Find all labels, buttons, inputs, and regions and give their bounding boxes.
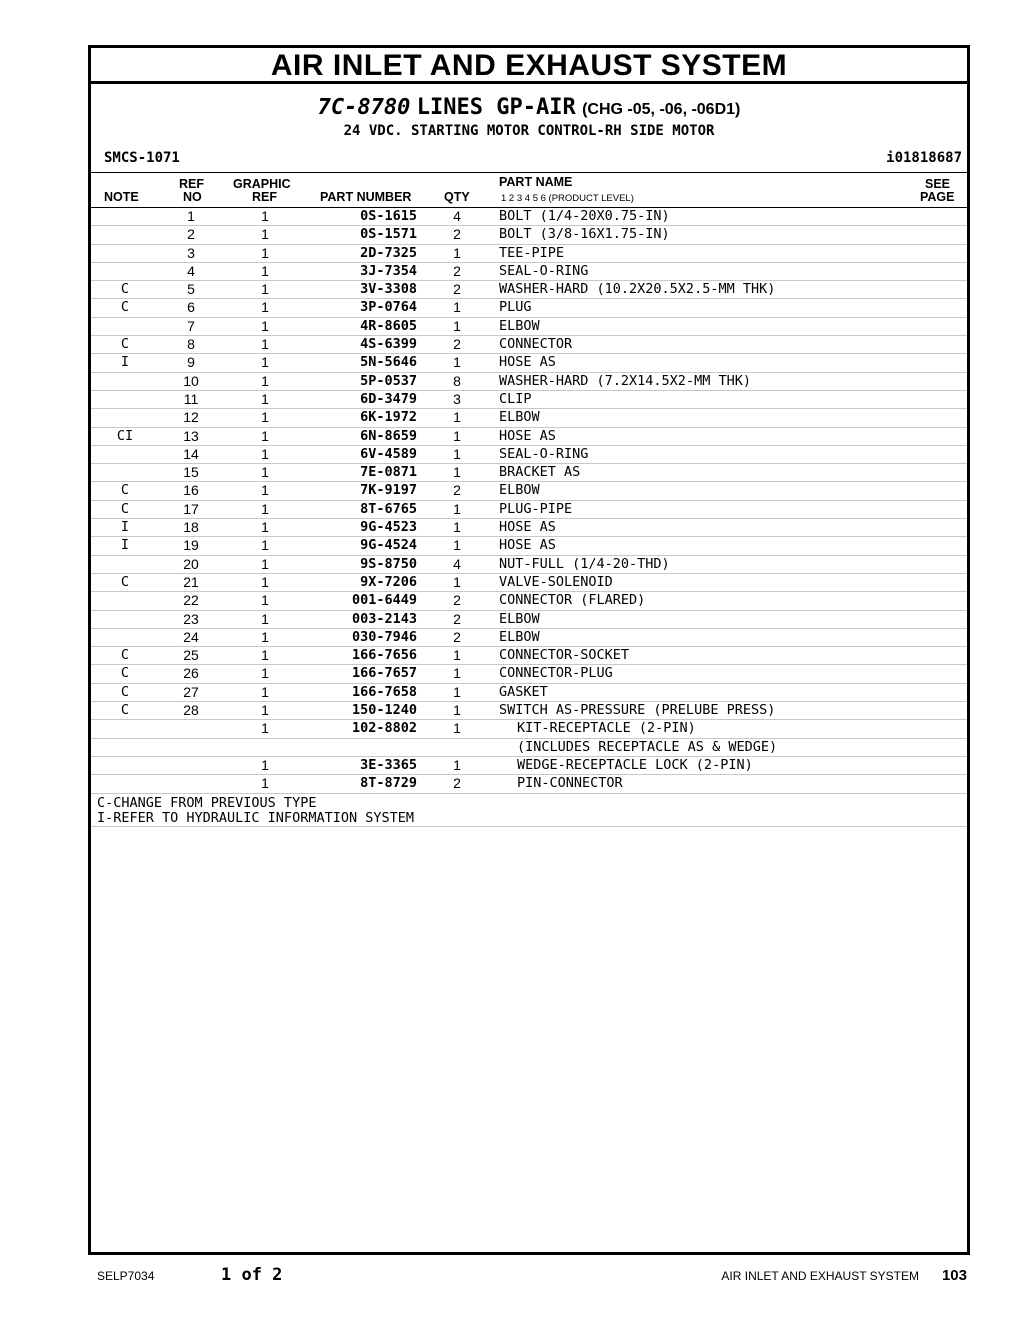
part-number-cell: 8T-8729 (360, 775, 417, 792)
part-number-cell: 3J-7354 (360, 262, 417, 279)
part-number-cell: 2D-7325 (360, 244, 417, 261)
part-name-cell: NUT-FULL (1/4-20-THD) (499, 555, 670, 572)
qty-cell: 2 (453, 775, 461, 792)
ref-no-cell: 11 (183, 390, 199, 407)
note-cell: CI (116, 427, 134, 444)
ref-no-cell: 10 (183, 372, 199, 389)
ref-no-cell: 8 (187, 336, 195, 353)
parts-list (91, 208, 967, 794)
qty-cell: 1 (453, 299, 461, 316)
graphic-ref-cell: 1 (261, 702, 269, 719)
ref-no-cell: 19 (183, 537, 199, 554)
graphic-ref-cell: 1 (261, 573, 269, 590)
part-number-cell: 3V-3308 (360, 281, 417, 298)
ref-no-cell: 22 (183, 592, 199, 609)
table-row (91, 519, 967, 537)
table-row (91, 556, 967, 574)
graphic-ref-cell: 1 (261, 555, 269, 572)
part-number-cell: 9G-4524 (360, 537, 417, 554)
part-name-cell: PIN-CONNECTOR (517, 775, 623, 792)
part-name-cell: ELBOW (499, 409, 540, 426)
table-row (91, 647, 967, 665)
qty-cell: 2 (453, 482, 461, 499)
header-product-level: 1 2 3 4 5 6 (PRODUCT LEVEL) (501, 193, 634, 204)
ref-no-cell: 9 (187, 354, 195, 371)
qty-cell: 1 (453, 647, 461, 664)
footer-section: AIR INLET AND EXHAUST SYSTEM (721, 1269, 919, 1283)
part-name-cell: HOSE AS (499, 354, 556, 371)
graphic-ref-cell: 1 (261, 299, 269, 316)
qty-cell: 1 (453, 354, 461, 371)
table-row (91, 354, 967, 372)
note-cell: C (120, 647, 130, 664)
ref-no-cell: 25 (183, 647, 199, 664)
footer-page-number: 103 (941, 1267, 967, 1284)
notes-divider (91, 826, 967, 827)
note-change: C-CHANGE FROM PREVIOUS TYPE (97, 795, 317, 811)
note-cell: I (120, 354, 130, 371)
table-row (91, 739, 967, 757)
table-row (91, 684, 967, 702)
ref-no-cell: 7 (187, 317, 195, 334)
group-description: 24 VDC. STARTING MOTOR CONTROL-RH SIDE MOTOR (343, 123, 715, 139)
table-row (91, 336, 967, 354)
part-number-cell: 166-7657 (351, 665, 417, 682)
qty-cell: 1 (453, 519, 461, 536)
table-row (91, 482, 967, 500)
header-graphic-2: REF (252, 190, 277, 204)
part-name-cell: HOSE AS (499, 519, 556, 536)
qty-cell: 2 (453, 336, 461, 353)
table-row (91, 537, 967, 555)
note-cell: C (120, 500, 130, 517)
table-row (91, 611, 967, 629)
ref-no-cell: 16 (183, 482, 199, 499)
table-row (91, 409, 967, 427)
part-number-cell: 003-2143 (351, 610, 417, 627)
graphic-ref-cell: 1 (261, 262, 269, 279)
ref-no-cell: 18 (183, 519, 199, 536)
part-name-cell: KIT-RECEPTACLE (2-PIN) (517, 720, 696, 737)
part-name-cell: PLUG-PIPE (499, 500, 573, 517)
graphic-ref-cell: 1 (261, 756, 269, 773)
ref-no-cell: 15 (183, 464, 199, 481)
table-row (91, 391, 967, 409)
part-number-cell: 5P-0537 (360, 372, 417, 389)
part-name-cell: SWITCH AS-PRESSURE (PRELUBE PRESS) (499, 702, 776, 719)
note-cell: C (120, 683, 130, 700)
qty-cell: 1 (453, 720, 461, 737)
qty-cell: 2 (453, 226, 461, 243)
ref-no-cell: 12 (183, 409, 199, 426)
table-row (91, 464, 967, 482)
part-number-cell: 3E-3365 (360, 756, 417, 773)
part-name-cell: VALVE-SOLENOID (499, 573, 613, 590)
table-row (91, 428, 967, 446)
qty-cell: 1 (453, 573, 461, 590)
qty-cell: 4 (453, 555, 461, 572)
table-row (91, 281, 967, 299)
qty-cell: 2 (453, 628, 461, 645)
part-number-cell: 030-7946 (351, 628, 417, 645)
table-row (91, 775, 967, 793)
header-part-number: PART NUMBER (320, 190, 412, 204)
part-name-cell: ELBOW (499, 610, 540, 627)
group-part-number: 7C-8780 (317, 95, 411, 120)
qty-cell: 1 (453, 756, 461, 773)
qty-cell: 4 (453, 208, 461, 224)
qty-cell: 2 (453, 262, 461, 279)
ref-no-cell: 2 (187, 226, 195, 243)
header-graphic-1: GRAPHIC (233, 177, 291, 191)
group-change-note: (CHG -05, -06, -06D1) (582, 101, 741, 118)
graphic-ref-cell: 1 (261, 281, 269, 298)
part-number-cell: 9X-7206 (360, 573, 417, 590)
illustration-id: i01818687 (886, 150, 962, 166)
note-cell: C (120, 336, 130, 353)
ref-no-cell: 28 (183, 702, 199, 719)
graphic-ref-cell: 1 (261, 208, 269, 224)
header-ref-2: NO (183, 190, 202, 204)
part-name-cell: WASHER-HARD (10.2X20.5X2.5-MM THK) (499, 281, 776, 298)
ref-no-cell: 13 (183, 427, 199, 444)
graphic-ref-cell: 1 (261, 372, 269, 389)
part-number-cell: 7K-9197 (360, 482, 417, 499)
table-row (91, 702, 967, 720)
graphic-ref-cell: 1 (261, 720, 269, 737)
part-name-cell: (INCLUDES RECEPTACLE AS & WEDGE) (517, 738, 778, 755)
qty-cell: 1 (453, 702, 461, 719)
part-number-cell: 6N-8659 (360, 427, 417, 444)
header-see-2: PAGE (920, 190, 955, 204)
table-row (91, 665, 967, 683)
part-name-cell: BOLT (1/4-20X0.75-IN) (499, 208, 670, 224)
parts-page-frame (88, 45, 970, 1255)
part-number-cell: 4R-8605 (360, 317, 417, 334)
note-cell: C (120, 299, 130, 316)
table-row (91, 629, 967, 647)
qty-cell: 1 (453, 244, 461, 261)
table-row (91, 720, 967, 738)
graphic-ref-cell: 1 (261, 317, 269, 334)
part-name-cell: HOSE AS (499, 427, 556, 444)
part-name-cell: SEAL-O-RING (499, 262, 589, 279)
graphic-ref-cell: 1 (261, 592, 269, 609)
qty-cell: 1 (453, 464, 461, 481)
graphic-ref-cell: 1 (261, 336, 269, 353)
part-name-cell: PLUG (499, 299, 532, 316)
part-number-cell: 9S-8750 (360, 555, 417, 572)
qty-cell: 1 (453, 665, 461, 682)
smcs-code: SMCS-1071 (104, 150, 180, 166)
note-cell: I (120, 537, 130, 554)
part-name-cell: ELBOW (499, 628, 540, 645)
table-row (91, 208, 967, 226)
qty-cell: 1 (453, 683, 461, 700)
graphic-ref-cell: 1 (261, 445, 269, 462)
graphic-ref-cell: 1 (261, 427, 269, 444)
qty-cell: 1 (453, 427, 461, 444)
part-name-cell: ELBOW (499, 317, 540, 334)
table-header (91, 172, 967, 208)
part-name-cell: CLIP (499, 390, 532, 407)
table-row (91, 446, 967, 464)
page-title: AIR INLET AND EXHAUST SYSTEM (91, 48, 967, 84)
qty-cell: 8 (453, 372, 461, 389)
qty-cell: 2 (453, 592, 461, 609)
ref-no-cell: 14 (183, 445, 199, 462)
graphic-ref-cell: 1 (261, 610, 269, 627)
ref-no-cell: 23 (183, 610, 199, 627)
part-name-cell: CONNECTOR (FLARED) (499, 592, 646, 609)
part-number-cell: 4S-6399 (360, 336, 417, 353)
part-name-cell: TEE-PIPE (499, 244, 565, 261)
part-number-cell: 150-1240 (351, 702, 417, 719)
notes-legend (97, 796, 414, 826)
group-name: LINES GP-AIR (416, 95, 576, 120)
graphic-ref-cell: 1 (261, 665, 269, 682)
qty-cell: 1 (453, 500, 461, 517)
note-refer: I-REFER TO HYDRAULIC INFORMATION SYSTEM (97, 810, 414, 826)
ref-no-cell: 21 (183, 573, 199, 590)
table-row (91, 263, 967, 281)
table-row (91, 245, 967, 263)
ref-no-cell: 20 (183, 555, 199, 572)
part-number-cell: 3P-0764 (360, 299, 417, 316)
ref-no-cell: 17 (183, 500, 199, 517)
footer-page-of: 1 of 2 (221, 1265, 283, 1285)
part-name-cell: WEDGE-RECEPTACLE LOCK (2-PIN) (517, 756, 753, 773)
part-name-cell: SEAL-O-RING (499, 445, 589, 462)
part-name-cell: ELBOW (499, 482, 540, 499)
part-number-cell: 9G-4523 (360, 519, 417, 536)
part-name-cell: CONNECTOR-SOCKET (499, 647, 630, 664)
ref-no-cell: 3 (187, 244, 195, 261)
qty-cell: 1 (453, 537, 461, 554)
graphic-ref-cell: 1 (261, 464, 269, 481)
group-heading (91, 92, 967, 124)
part-name-cell: BOLT (3/8-16X1.75-IN) (499, 226, 670, 243)
graphic-ref-cell: 1 (261, 244, 269, 261)
ref-no-cell: 6 (187, 299, 195, 316)
ref-no-cell: 26 (183, 665, 199, 682)
part-number-cell: 001-6449 (351, 592, 417, 609)
header-note: NOTE (104, 190, 139, 204)
part-name-cell: CONNECTOR-PLUG (499, 665, 613, 682)
header-part-name: PART NAME (499, 175, 573, 189)
graphic-ref-cell: 1 (261, 519, 269, 536)
part-name-cell: GASKET (499, 683, 548, 700)
graphic-ref-cell: 1 (261, 683, 269, 700)
qty-cell: 1 (453, 409, 461, 426)
graphic-ref-cell: 1 (261, 482, 269, 499)
table-row (91, 501, 967, 519)
part-name-cell: WASHER-HARD (7.2X14.5X2-MM THK) (499, 372, 751, 389)
ref-no-cell: 1 (187, 208, 195, 224)
qty-cell: 1 (453, 317, 461, 334)
part-number-cell: 102-8802 (351, 720, 417, 737)
part-number-cell: 0S-1571 (360, 226, 417, 243)
footer-doc-id: SELP7034 (97, 1269, 155, 1283)
table-row (91, 574, 967, 592)
part-name-cell: BRACKET AS (499, 464, 581, 481)
graphic-ref-cell: 1 (261, 390, 269, 407)
header-see-1: SEE (925, 177, 951, 191)
ref-no-cell: 4 (187, 262, 195, 279)
graphic-ref-cell: 1 (261, 537, 269, 554)
table-row (91, 592, 967, 610)
qty-cell: 2 (453, 281, 461, 298)
qty-cell: 1 (453, 445, 461, 462)
table-row (91, 226, 967, 244)
header-qty: QTY (444, 190, 470, 204)
table-row (91, 373, 967, 391)
part-number-cell: 166-7658 (351, 683, 417, 700)
note-cell: C (120, 665, 130, 682)
graphic-ref-cell: 1 (261, 226, 269, 243)
part-number-cell: 8T-6765 (360, 500, 417, 517)
note-cell: C (120, 482, 130, 499)
graphic-ref-cell: 1 (261, 775, 269, 792)
part-number-cell: 7E-0871 (360, 464, 417, 481)
note-cell: I (120, 519, 130, 536)
part-name-cell: HOSE AS (499, 537, 556, 554)
graphic-ref-cell: 1 (261, 647, 269, 664)
part-number-cell: 6V-4589 (360, 445, 417, 462)
note-cell: C (120, 702, 130, 719)
part-number-cell: 5N-5646 (360, 354, 417, 371)
graphic-ref-cell: 1 (261, 354, 269, 371)
graphic-ref-cell: 1 (261, 628, 269, 645)
note-cell: C (120, 573, 130, 590)
note-cell: C (120, 281, 130, 298)
header-ref-1: REF (179, 177, 204, 191)
ref-no-cell: 24 (183, 628, 199, 645)
qty-cell: 2 (453, 610, 461, 627)
part-name-cell: CONNECTOR (499, 336, 573, 353)
part-number-cell: 6D-3479 (360, 390, 417, 407)
table-row (91, 757, 967, 775)
ref-no-cell: 27 (183, 683, 199, 700)
graphic-ref-cell: 1 (261, 409, 269, 426)
qty-cell: 3 (453, 390, 461, 407)
part-number-cell: 6K-1972 (360, 409, 417, 426)
ref-no-cell: 5 (187, 281, 195, 298)
table-row (91, 299, 967, 317)
table-row (91, 318, 967, 336)
part-number-cell: 166-7656 (351, 647, 417, 664)
graphic-ref-cell: 1 (261, 500, 269, 517)
part-number-cell: 0S-1615 (360, 208, 417, 224)
